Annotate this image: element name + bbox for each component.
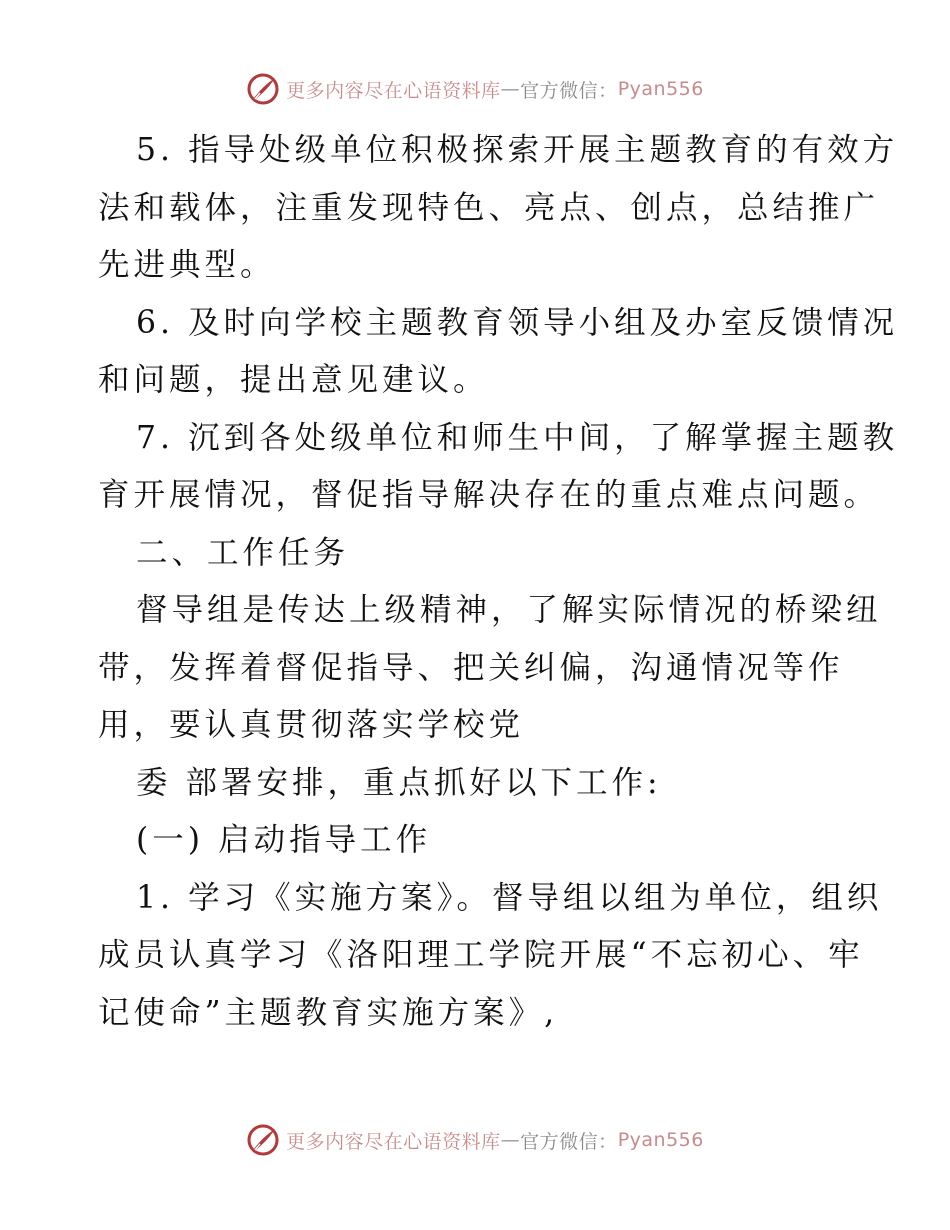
watermark-site-text: 更多内容尽在心语资料库 (286, 1130, 501, 1153)
watermark-wechat-id: Pyan556 (617, 1129, 704, 1151)
watermark-wechat-id: Pyan556 (617, 78, 704, 100)
text-line: 先进典型。 (98, 247, 276, 283)
text-line: 用，要认真贯彻落实学校党 (98, 707, 525, 743)
text-line: 7. 沉到各处级单位和师生中间，了解掌握主题教 (136, 419, 899, 456)
text-line: 带，发挥着督促指导、把关纠偏，沟通情况等作 (98, 649, 844, 686)
feather-pen-logo-icon (246, 72, 280, 106)
watermark-separator: — (500, 1129, 521, 1151)
text-line: 督导组是传达上级精神，了解实际情况的桥梁纽 (136, 592, 882, 628)
watermark-wechat-label: 官方微信： (520, 1130, 618, 1153)
watermark-site-text: 更多内容尽在心语资料库 (286, 79, 501, 102)
text-line: 6. 及时向学校主题教育领导小组及办室反馈情况 (136, 304, 899, 341)
text-line: 育开展情况，督促指导解决存在的重点难点问题。 (98, 477, 880, 513)
text-line: 法和载体，注重发现特色、亮点、创点，总结推广 (98, 189, 880, 226)
text-line: 记使命”主题教育实施方案》, (98, 994, 559, 1031)
header-watermark (0, 72, 950, 106)
footer-watermark (0, 1123, 950, 1157)
text-line: 1. 学习《实施方案》。督导组以组为单位，组织 (136, 879, 883, 916)
watermark-wechat-label: 官方微信： (520, 79, 618, 102)
text-line: 和问题，提出意见建议。 (98, 362, 489, 398)
document-body (98, 122, 899, 1042)
subsection-heading: (一) 启动指导工作 (136, 822, 432, 858)
text-line: 5. 指导处级单位积极探索开展主题教育的有效方 (136, 132, 899, 168)
text-line: 成员认真学习《洛阳理工学院开展“不忘初心、牢 (98, 937, 864, 973)
text-line: 委 部署安排，重点抓好以下工作: (136, 764, 662, 801)
watermark-separator: — (500, 78, 521, 100)
section-heading: 二、工作任务 (136, 534, 350, 571)
feather-pen-logo-icon (246, 1123, 280, 1157)
